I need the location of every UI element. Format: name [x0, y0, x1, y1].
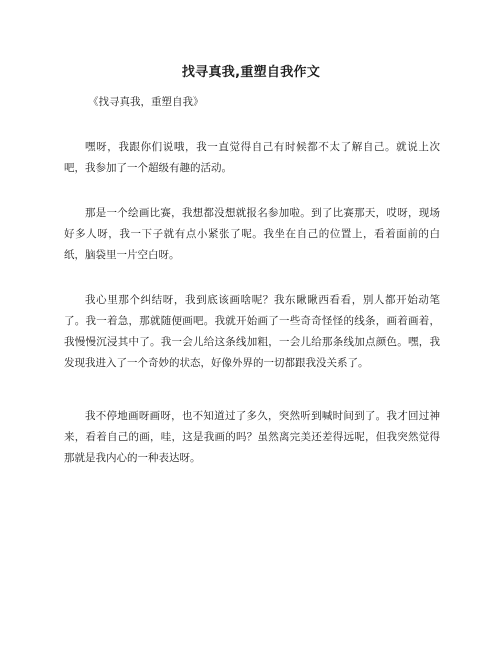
paragraph-1: 嘿呀，我跟你们说哦，我一直觉得自己有时候都不太了解自己。就说上次吧，我参加了一个超级有趣的活动。	[64, 141, 440, 174]
document-title: 找寻真我,重塑自我作文	[181, 65, 321, 80]
paragraph-3: 我心里那个纠结呀，我到底该画啥呢？我东瞅瞅西看看，别人都开始动笔了。我一着急，那就随便画吧。我就开始画了一些奇奇怪怪的线条，画着画着，我慢慢沉浸其中了。我一会儿给这条线加粗，一会儿给那条线加点颜色。嘿，我发现我进入了一个奇妙的状态，好像外界的一切都跟我没关系了。	[64, 294, 440, 369]
paragraph-4: 我不停地画呀画呀，也不知道过了多久，突然听到喊时间到了。我才回过神来，看着自己的画，哇，这是我画的吗？虽然离完美还差得远呢，但我突然觉得那就是我内心的一种表达呀。	[64, 410, 440, 464]
paragraph-2: 那是一个绘画比赛，我想都没想就报名参加啦。到了比赛那天，哎呀，现场好多人呀，我一下子就有点小紧张了呢。我坐在自己的位置上，看着面前的白纸，脑袋里一片空白呀。	[64, 207, 440, 261]
document-subtitle: 《找寻真我，重塑自我》	[88, 96, 204, 108]
